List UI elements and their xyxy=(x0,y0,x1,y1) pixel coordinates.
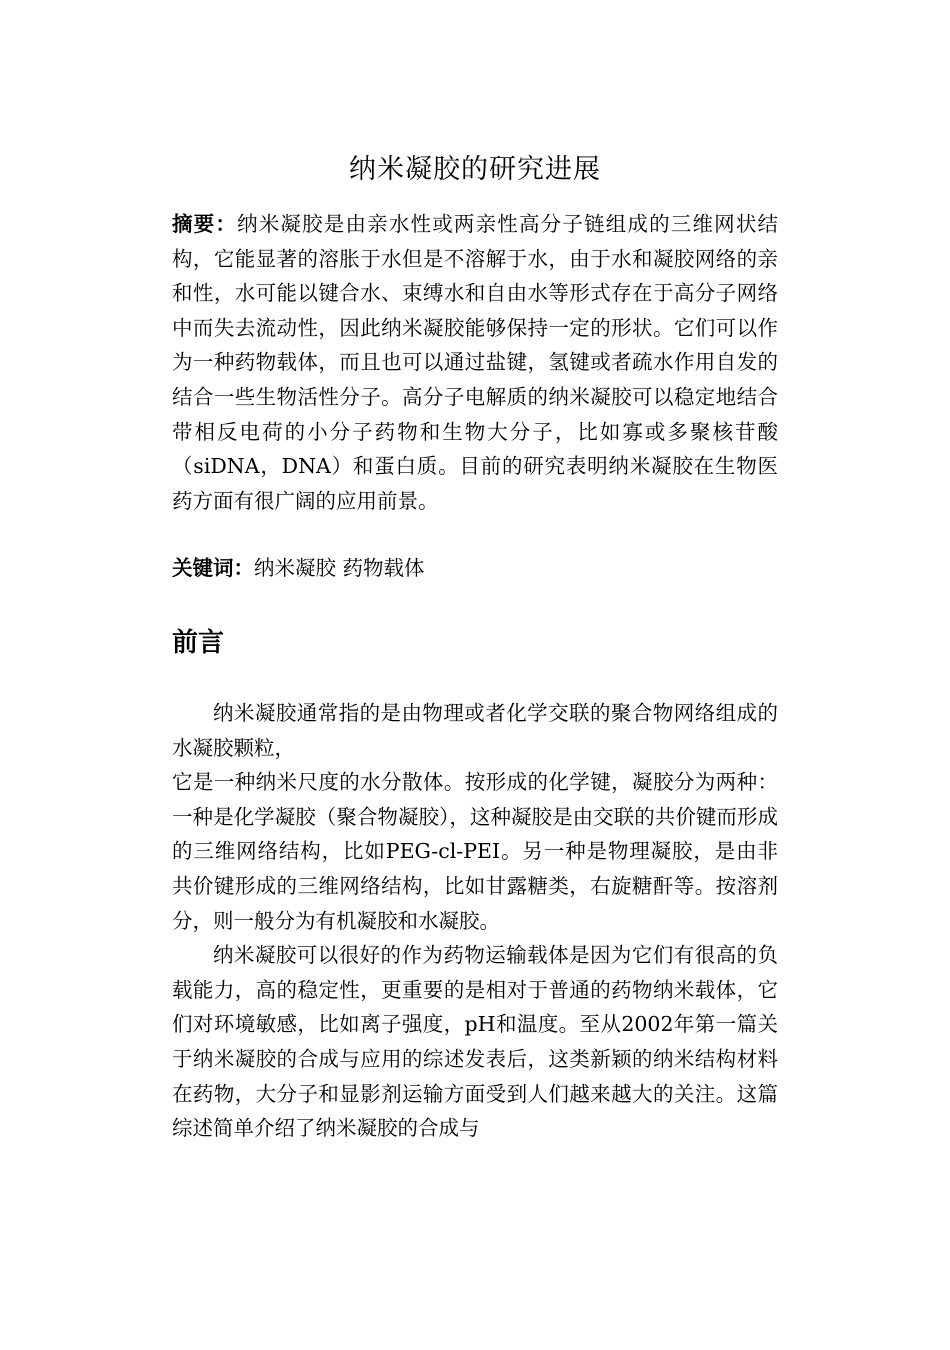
body-paragraph: 纳米凝胶可以很好的作为药物运输载体是因为它们有很高的负载能力，高的稳定性，更重要的是相对于普通的药物纳米载体，它们对环境敏感，比如离子强度，pH和温度。至从2002年第一篇关于纳米凝胶的合成与应用的综述发表后，这类新颖的纳米结构材料在药物，大分子和显影剂运输方面受到人们越来越大的关注。这篇综述简单介绍了纳米凝胶的合成与 xyxy=(172,943,778,1141)
section-body xyxy=(172,696,778,1146)
body-paragraph: 它是一种纳米尺度的水分散体。按形成的化学键，凝胶分为两种：一种是化学凝胶（聚合物凝胶），这种凝胶是由交联的共价键而形成的三维网络结构，比如PEG-cl-PEI。另一种是物理凝胶，是由非共价键形成的三维网络结构，比如甘露糖类，右旋糖酐等。按溶剂分，则一般分为有机凝胶和水凝胶。 xyxy=(172,770,778,933)
body-paragraph: 纳米凝胶通常指的是由物理或者化学交联的聚合物网络组成的水凝胶颗粒， xyxy=(172,701,778,760)
abstract-text: 纳米凝胶是由亲水性或两亲性高分子链组成的三维网状结构，它能显著的溶胀于水但是不溶解于水，由于水和凝胶网络的亲和性，水可能以键合水、束缚水和自由水等形式存在于高分子网络中而失去流动性，因此纳米凝胶能够保持一定的形状。它们可以作为一种药物载体，而且也可以通过盐键，氢键或者疏水作用自发的结合一些生物活性分子。高分子电解质的纳米凝胶可以稳定地结合带相反电荷的小分子药物和生物大分子，比如寡或多聚核苷酸（siDNA，DNA）和蛋白质。目前的研究表明纳米凝胶在生物医药方面有很广阔的应用前景。 xyxy=(172,212,779,513)
abstract-paragraph xyxy=(172,207,778,518)
keywords-line xyxy=(172,551,778,586)
document-title: 纳米凝胶的研究进展 xyxy=(349,154,601,185)
keywords-label: 关键词： xyxy=(172,556,254,580)
section-heading-preface: 前言 xyxy=(172,628,225,658)
keywords-text: 纳米凝胶 药物载体 xyxy=(254,556,425,580)
abstract-label: 摘要： xyxy=(172,212,238,236)
